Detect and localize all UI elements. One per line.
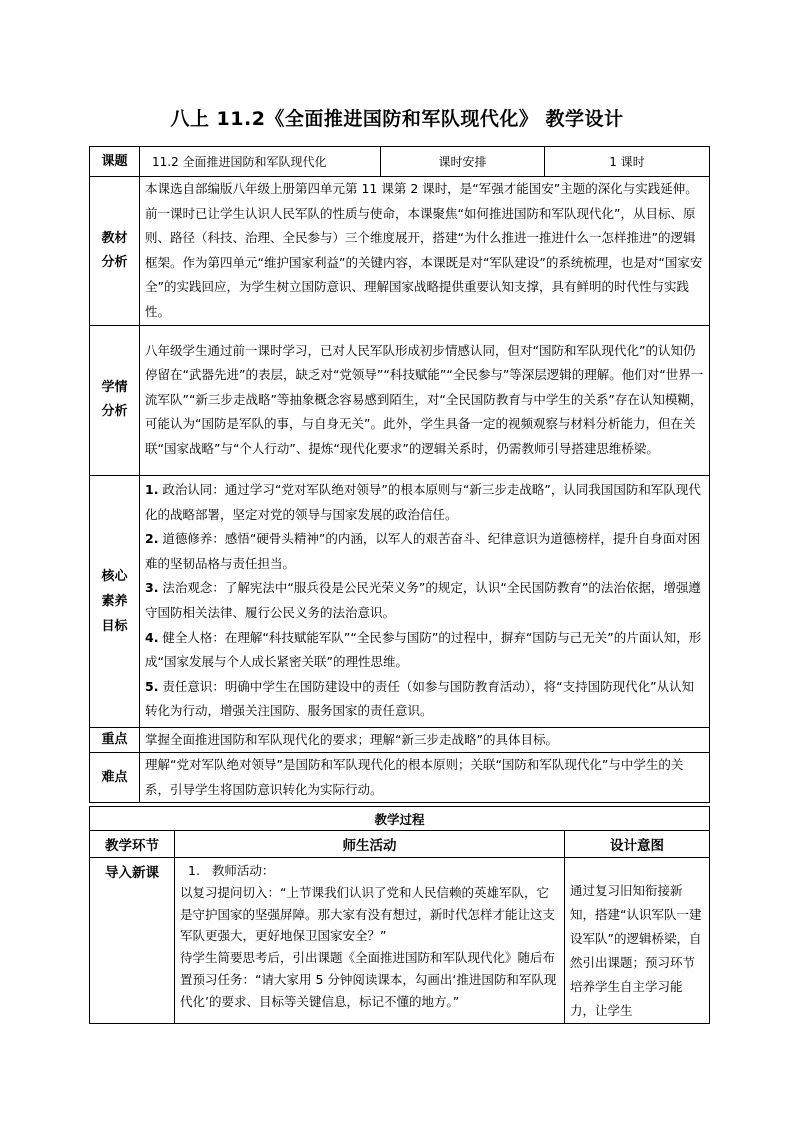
item-number: 2. — [145, 531, 159, 547]
activity-line: 以复习提问切入：“上节课我们认识了党和人民信赖的英雄军队，它是守护国家的坚强屏障。那大家有没有想过，新时代怎样才能让这支军队更强大，更好地保卫国家安全？” — [180, 884, 556, 944]
difficulty-text: 理解“党对军队绝对领导”是国防和军队现代化的根本原则；关联“国防和军队现代化”与中学生的关系，引导学生将国防意识转化为实际行动。 — [140, 753, 710, 803]
item-number: 5. — [145, 678, 159, 694]
process-column-header — [90, 831, 710, 858]
item-text: 道德修养：感悟“硬骨头精神”的内涵，以军人的艰苦奋斗、纪律意识为道德榜样，提升自身面对困难的坚韧品格与责任担当。 — [145, 531, 701, 571]
textbook-row — [90, 177, 710, 326]
textbook-label — [90, 177, 140, 326]
activity-line: 待学生简要思考后，引出课题《全面推进国防和军队现代化》随后布置预习任务：“请大家用 5 分钟阅读课本，勾画出‘推进国防和军队现代化’的要求、目标等关键信息，标记不懂的地方。” — [180, 950, 557, 1009]
students-text: 八年级学生通过前一课时学习，已对人民军队形成初步情感认同，但对“国防和军队现代化”的认知仍停留在“武器先进”的表层，缺乏对“党领导”“科技赋能”“全民参与”等深层逻辑的理解。他们对“世界一流军队”“新三步走战略”等抽象概念容易感到陌生，对“全民国防教育与中学生的关系”存在认知模糊，可能认为“国防是军队的事，与自身无关”。此外，学生具备一定的视频观察与材料分析能力，但在关联“国家战略”与“个人行动”、提炼“现代化要求”的逻辑关系时，仍需教师引导搭建思维桥梁。 — [140, 325, 710, 475]
literacy-item — [145, 527, 704, 576]
literacy-item — [145, 675, 704, 724]
intent-cell: 通过复习旧知衔接新知，搭建“认识军队一建设军队”的逻辑桥梁，自然引出课题；预习环节培养学生自主学习能力，让学生 — [565, 858, 710, 1024]
literacy-item — [145, 478, 704, 527]
students-label — [90, 325, 140, 475]
textbook-label-text: 教材分析 — [101, 230, 128, 270]
activity-line: 1. 教师活动： — [188, 863, 275, 878]
schedule-value: 1 课时 — [545, 147, 710, 177]
difficulty-label: 难点 — [90, 753, 140, 803]
literacy-label-line: 目标 — [101, 618, 128, 634]
process-heading: 教学过程 — [90, 807, 710, 831]
topic-row — [90, 147, 710, 177]
students-row — [90, 325, 710, 475]
literacy-label-line: 核心 — [101, 568, 128, 584]
literacy-label-line: 素养 — [101, 593, 128, 609]
schedule-label: 课时安排 — [381, 147, 545, 177]
stage-cell: 导入新课 — [90, 858, 175, 1024]
textbook-text: 本课选自部编版八年级上册第四单元第 11 课第 2 课时，是“军强才能国安”主题的深化与实践延伸。前一课时已让学生认识人民军队的性质与使命，本课聚焦“如何推进国防和军队现代化”，从目标、原则、路径（科技、治理、全民参与）三个维度展开，搭建“为什么推进一推进什么一怎样推进”的逻辑框架。作为第四单元“维护国家利益”的关键内容，本课既是对“军队建设”的系统梳理，也是对“国家安全”的实践回应，为学生树立国防意识、理解国家战略提供重要认知支撑，具有鲜明的时代性与实践性。 — [140, 177, 710, 326]
process-row — [90, 858, 710, 1024]
literacy-item — [145, 576, 704, 625]
item-text: 责任意识：明确中学生在国防建设中的责任（如参与国防教育活动），将“支持国防现代化”从认知转化为行动，增强关注国防、服务国家的责任意识。 — [145, 678, 695, 719]
keypoint-label: 重点 — [90, 727, 140, 753]
item-number: 4. — [145, 629, 159, 645]
process-table — [89, 806, 710, 1024]
col-stage-header: 教学环节 — [90, 831, 175, 858]
keypoint-row — [90, 727, 710, 753]
topic-label: 课题 — [90, 147, 140, 177]
topic-value: 11.2 全面推进国防和军队现代化 — [140, 147, 381, 177]
item-text: 法治观念：了解宪法中“服兵役是公民光荣义务”的规定，认识“全民国防教育”的法治依据，增强遵守国防相关法律、履行公民义务的法治意识。 — [145, 580, 701, 621]
process-heading-row — [90, 807, 710, 831]
students-label-text: 学情分析 — [101, 380, 128, 420]
lesson-plan-table — [89, 146, 710, 803]
col-activity-header: 师生活动 — [175, 831, 565, 858]
item-number: 1. — [145, 482, 159, 498]
item-text: 健全人格：在理解“科技赋能军队”“全民参与国防”的过程中，摒弃“国防与己无关”的片面认知，形成“国家发展与个人成长紧密关联”的理性思维。 — [145, 629, 702, 670]
difficulty-row — [90, 753, 710, 803]
document-title: 八上 11.2《全面推进国防和军队现代化》 教学设计 — [170, 108, 624, 130]
item-number: 3. — [145, 580, 159, 596]
col-intent-header: 设计意图 — [565, 831, 710, 858]
activity-cell — [175, 858, 565, 1024]
keypoint-text: 掌握全面推进国防和军队现代化的要求；理解“新三步走战略”的具体目标。 — [140, 727, 710, 753]
literacy-goals — [140, 475, 710, 727]
item-text: 政治认同：通过学习“党对军队绝对领导”的根本原则与“新三步走战略”，认同我国国防和军队现代化的战略部署，坚定对党的领导与国家发展的政治信任。 — [145, 482, 701, 522]
literacy-item — [145, 626, 704, 675]
literacy-row — [90, 475, 710, 727]
literacy-label — [90, 475, 140, 727]
